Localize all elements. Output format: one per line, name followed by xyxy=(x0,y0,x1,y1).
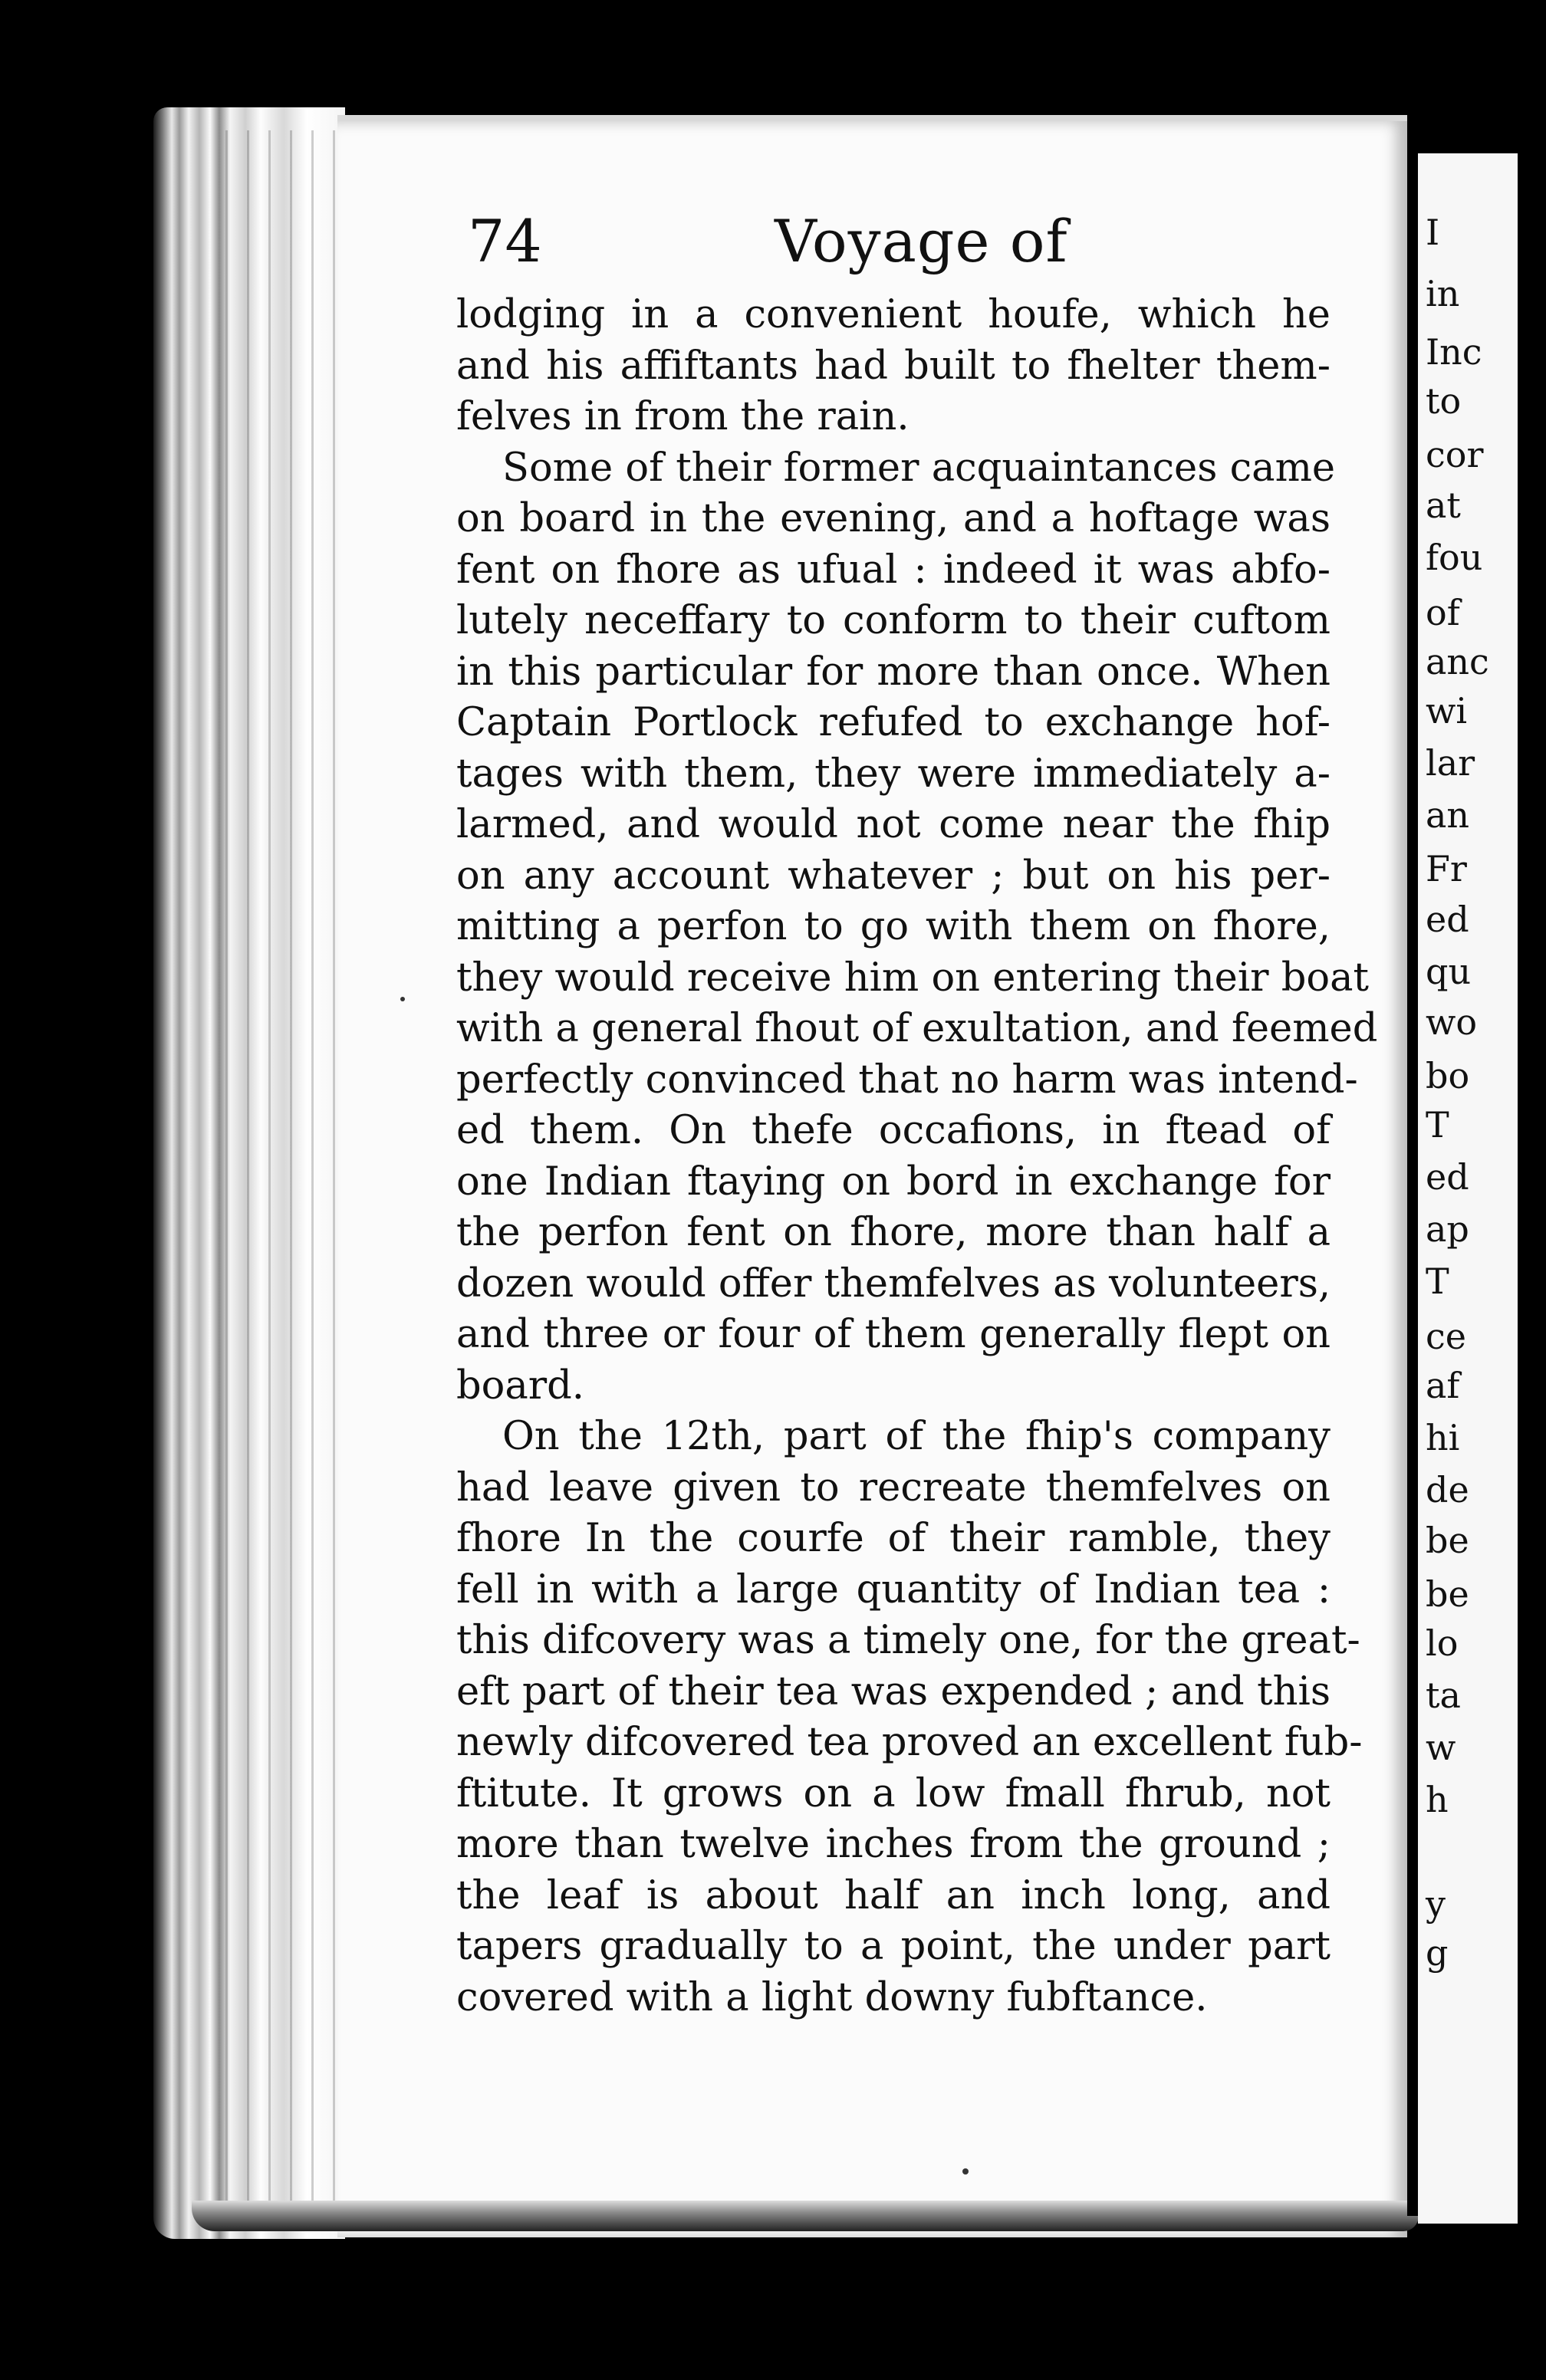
adjacent-text-fragment: be xyxy=(1426,1520,1469,1561)
text-line: in this particular for more than once. When xyxy=(456,649,1331,695)
adjacent-text-fragment: wo xyxy=(1426,1001,1478,1043)
text-line: lutely neceffary to conform to their cuftom xyxy=(456,598,1331,643)
adjacent-text-fragment: be xyxy=(1426,1573,1469,1615)
adjacent-text-fragment: cor xyxy=(1426,434,1484,475)
text-line: on any account whatever ; but on his per- xyxy=(456,853,1331,899)
adjacent-text-fragment: ed xyxy=(1426,1156,1469,1198)
adjacent-text-fragment: T xyxy=(1426,1261,1449,1302)
body-text xyxy=(456,290,1378,2023)
ink-speck xyxy=(962,2168,969,2175)
adjacent-text-fragment: I xyxy=(1426,212,1440,253)
adjacent-page xyxy=(1418,153,1518,2224)
adjacent-text-fragment: Fr xyxy=(1426,848,1467,889)
text-line: mitting a perfon to go with them on fhore, xyxy=(456,904,1331,949)
adjacent-text-fragment: ta xyxy=(1426,1675,1461,1716)
text-line: Captain Portlock refufed to exchange hof- xyxy=(456,700,1331,745)
text-line: larmed, and would not come near the fhip xyxy=(456,802,1331,847)
text-line: felves in from the rain. xyxy=(456,394,910,439)
adjacent-text-fragment: at xyxy=(1426,485,1461,526)
adjacent-text-fragment: wi xyxy=(1426,690,1468,731)
adjacent-text-fragment: af xyxy=(1426,1365,1460,1406)
text-line: more than twelve inches from the ground ; xyxy=(456,1822,1331,1867)
adjacent-text-fragment: ce xyxy=(1426,1316,1466,1357)
text-line: and three or four of them generally flept on xyxy=(456,1312,1331,1357)
adjacent-text-fragment: hi xyxy=(1426,1417,1460,1458)
text-line: with a general fhout of exultation, and feemed xyxy=(456,1006,1378,1051)
adjacent-text-fragment: g xyxy=(1426,1932,1449,1974)
adjacent-text-fragment: qu xyxy=(1426,951,1472,992)
adjacent-text-fragment: w xyxy=(1426,1727,1456,1768)
adjacent-text-fragment: fou xyxy=(1426,537,1483,578)
adjacent-text-fragment: ed xyxy=(1426,899,1469,940)
adjacent-text-fragment: an xyxy=(1426,794,1470,836)
text-line: ed them. On thefe occafions, in ftead of xyxy=(456,1108,1331,1153)
page-number: 74 xyxy=(468,207,542,275)
adjacent-text-fragment: T xyxy=(1426,1104,1449,1146)
text-line: had leave given to recreate themfelves on xyxy=(456,1464,1331,1511)
text-line: dozen would offer themfelves as volunteers, xyxy=(456,1261,1331,1307)
text-line: on board in the evening, and a hoftage was xyxy=(456,496,1331,541)
text-line: fhore In the courfe of their ramble, they xyxy=(456,1516,1331,1561)
text-line: fent on fhore as ufual : indeed it was abfo- xyxy=(456,547,1331,593)
text-line: lodging in a convenient houfe, which he xyxy=(456,292,1331,337)
ink-speck xyxy=(400,997,405,1001)
adjacent-text-fragment: of xyxy=(1426,592,1460,633)
page-divider xyxy=(1407,161,1418,2216)
text-line: newly difcovered tea proved an excellent fub- xyxy=(456,1720,1363,1765)
adjacent-text-fragment: de xyxy=(1426,1469,1469,1511)
text-line: one Indian ftaying on bord in exchange for xyxy=(456,1159,1331,1205)
text-line: and his affiftants had built to fhelter them- xyxy=(456,343,1331,389)
text-line: Some of their former acquaintances came xyxy=(502,445,1336,491)
text-line: perfectly convinced that no harm was intend- xyxy=(456,1057,1358,1103)
text-line: covered with a light downy fubftance. xyxy=(456,1974,1208,2020)
text-line: board. xyxy=(456,1363,584,1409)
adjacent-text-fragment: anc xyxy=(1426,641,1489,682)
text-line: On the 12th, part of the fhip's company xyxy=(502,1414,1331,1459)
adjacent-text-fragment: bo xyxy=(1426,1055,1470,1096)
text-line: this difcovery was a timely one, for the great- xyxy=(456,1618,1360,1663)
text-line: the leaf is about half an inch long, and xyxy=(456,1872,1331,1918)
adjacent-text-fragment: ap xyxy=(1426,1208,1469,1250)
text-line: the perfon fent on fhore, more than half a xyxy=(456,1210,1331,1255)
adjacent-text-fragment: Inc xyxy=(1426,331,1482,373)
adjacent-text-fragment: to xyxy=(1426,380,1462,422)
adjacent-text-fragment: lar xyxy=(1426,742,1475,784)
text-line: fell in with a large quantity of Indian tea : xyxy=(456,1566,1331,1612)
adjacent-text-fragment: in xyxy=(1426,273,1460,314)
page-edges xyxy=(215,130,353,2216)
text-line: they would receive him on entering their boat xyxy=(456,955,1370,1001)
page-header xyxy=(460,207,1342,284)
text-line: tages with them, they were immediately a- xyxy=(456,751,1331,797)
running-head: Voyage of xyxy=(775,207,1068,275)
adjacent-text-fragment: y xyxy=(1426,1883,1446,1925)
book-bottom-edge xyxy=(192,2201,1419,2231)
text-line: ftitute. It grows on a low fmall fhrub, not xyxy=(456,1770,1331,1816)
adjacent-text-fragment: h xyxy=(1426,1779,1449,1820)
text-line: tapers gradually to a point, the under part xyxy=(456,1924,1331,1969)
text-line: eft part of their tea was expended ; and this xyxy=(456,1668,1331,1714)
adjacent-text-fragment: lo xyxy=(1426,1622,1459,1664)
